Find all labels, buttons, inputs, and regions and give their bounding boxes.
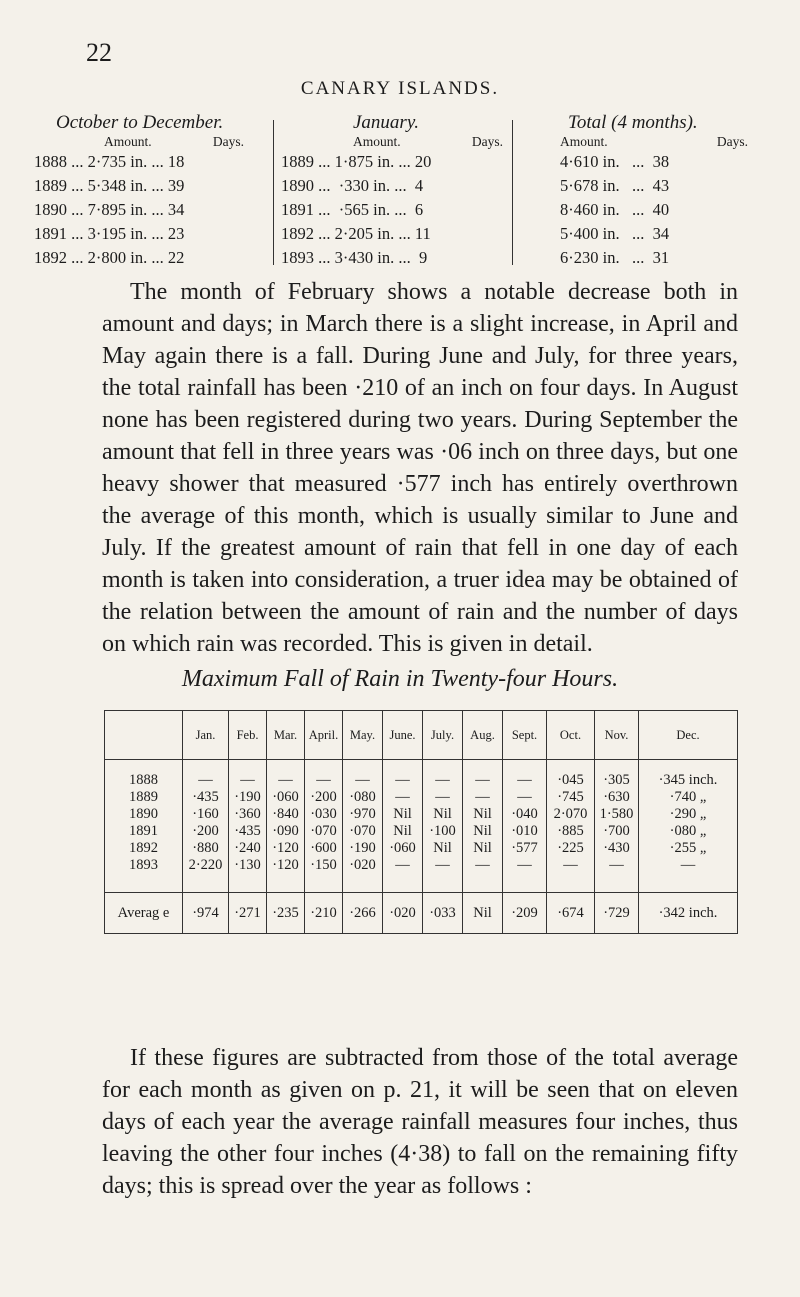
table-cell: ·120 (267, 840, 305, 857)
table-cell: Averag e (105, 893, 183, 934)
row-year: 1891 (105, 823, 183, 840)
table-row (105, 760, 738, 790)
table-cell: ·045 (547, 760, 595, 790)
table-cell: Nil (463, 823, 503, 840)
body-paragraph-2-text: If these figures are subtracted from those of the total average for each month as given on p. 21, it will be seen that on eleven days of each year the average rainfall measures four inches, thus leaving the other four inches (4·38) to fall on the remaining fifty days; this is spread over the year as follows : (102, 1045, 738, 1199)
table-cell: ·150 (305, 857, 343, 893)
table-cell: ·020 (383, 893, 423, 934)
column-header: July. (423, 711, 463, 760)
oct-dec-row: 1889 ... 5·348 in. ... 39 (34, 176, 185, 195)
january-row: 1893 ... 3·430 in. ... 9 (281, 248, 428, 267)
table-cell: ·745 (547, 789, 595, 806)
january-block (281, 112, 511, 270)
column-header: Dec. (639, 711, 738, 760)
table-cell: ·435 (229, 823, 267, 840)
table-cell: — (229, 760, 267, 790)
january-amount-label: Amount. (353, 134, 401, 149)
table-cell: — (383, 760, 423, 790)
body-paragraph-2 (102, 1042, 738, 1202)
oct-dec-row: 1890 ... 7·895 in. ... 34 (34, 200, 185, 219)
table-cell: ·255 „ (639, 840, 738, 857)
table-cell: ·435 (183, 789, 229, 806)
table-cell: ·060 (383, 840, 423, 857)
table-cell: ·430 (595, 840, 639, 857)
table-cell: ·080 „ (639, 823, 738, 840)
table-cell: Nil (423, 840, 463, 857)
total-row: 6·230 in. ... 31 (560, 248, 670, 267)
table-cell: ·190 (229, 789, 267, 806)
table-cell: — (639, 857, 738, 893)
table-cell: ·305 (595, 760, 639, 790)
table-cell: ·271 (229, 893, 267, 934)
table-cell: — (383, 789, 423, 806)
table-cell: ·700 (595, 823, 639, 840)
table-cell: ·729 (595, 893, 639, 934)
oct-dec-block (34, 112, 264, 270)
table-heading: Maximum Fall of Rain in Twenty-four Hours. (181, 666, 619, 692)
body-paragraph-1-text: The month of February shows a notable decrease both in amount and days; in March there is a slight increase, in April and May again there is a fall. During June and July, for three years, the total rainfall has been ·210 of an inch on four days. In August none has been registered during two years. During September the amount that fell in three years was ·06 inch on three days, but one heavy shower that measured ·577 inch has entirely overthrown the average of this month, which is usually similar to June and July. If the greatest amount of rain that fell in one day of each month is taken into consideration, a truer idea may be obtained of the relation between the amount of rain and the number of days on which rain was recorded. This is given in detail. (102, 279, 738, 657)
table-cell: ·840 (267, 806, 305, 823)
table-cell: ·033 (423, 893, 463, 934)
table-cell: ·880 (183, 840, 229, 857)
table-cell: ·345 inch. (639, 760, 738, 790)
january-row: 1891 ... ·565 in. ... 6 (281, 200, 424, 219)
table-cell: — (305, 760, 343, 790)
divider-1 (273, 120, 274, 265)
average-row (105, 893, 738, 934)
column-header: Nov. (595, 711, 639, 760)
oct-dec-title: October to December. (56, 112, 224, 133)
table-cell: — (463, 857, 503, 893)
table-row (105, 789, 738, 806)
table-cell: ·020 (343, 857, 383, 893)
oct-dec-row: 1892 ... 2·800 in. ... 22 (34, 248, 185, 267)
table-cell: — (503, 789, 547, 806)
january-days-label: Days. (471, 134, 503, 149)
table-cell: ·040 (503, 806, 547, 823)
column-header: Oct. (547, 711, 595, 760)
table-row (105, 823, 738, 840)
table-cell: — (383, 857, 423, 893)
table-cell: ·080 (343, 789, 383, 806)
table-cell: — (547, 857, 595, 893)
table-cell: — (423, 857, 463, 893)
column-header: Jan. (183, 711, 229, 760)
oct-dec-row: 1891 ... 3·195 in. ... 23 (34, 224, 185, 243)
table-cell: ·070 (305, 823, 343, 840)
oct-dec-amount-label: Amount. (104, 134, 152, 149)
column-header (105, 711, 183, 760)
table-cell: ·235 (267, 893, 305, 934)
table-cell: ·630 (595, 789, 639, 806)
table-cell: ·160 (183, 806, 229, 823)
table-cell: ·885 (547, 823, 595, 840)
table-cell: ·120 (267, 857, 305, 893)
row-year: 1893 (105, 857, 183, 893)
table-cell: — (423, 789, 463, 806)
row-year: 1890 (105, 806, 183, 823)
table-cell: ·200 (183, 823, 229, 840)
column-header: Feb. (229, 711, 267, 760)
table-cell: — (463, 760, 503, 790)
table-cell: ·360 (229, 806, 267, 823)
table-cell: — (343, 760, 383, 790)
table-cell: ·070 (343, 823, 383, 840)
table-cell: ·577 (503, 840, 547, 857)
table-cell: ·240 (229, 840, 267, 857)
table-cell: ·225 (547, 840, 595, 857)
rainfall-table (104, 710, 738, 934)
total-title: Total (4 months). (568, 112, 698, 133)
total-row: 5·678 in. ... 43 (560, 176, 670, 195)
table-cell: 2·220 (183, 857, 229, 893)
total-row: 5·400 in. ... 34 (560, 224, 670, 243)
table-cell: ·209 (503, 893, 547, 934)
column-header: Sept. (503, 711, 547, 760)
table-cell: ·200 (305, 789, 343, 806)
total-block (560, 112, 760, 270)
oct-dec-row: 1888 ... 2·735 in. ... 18 (34, 152, 185, 171)
divider-2 (512, 120, 513, 265)
table-row (105, 857, 738, 893)
row-year: 1889 (105, 789, 183, 806)
table-header-row (105, 711, 738, 760)
table-cell: — (595, 857, 639, 893)
table-cell: 1·580 (595, 806, 639, 823)
page-number: 22 (86, 38, 112, 67)
total-row: 8·460 in. ... 40 (560, 200, 670, 219)
row-year: 1892 (105, 840, 183, 857)
column-header: Mar. (267, 711, 305, 760)
table-cell: — (503, 760, 547, 790)
table-cell: ·060 (267, 789, 305, 806)
january-title: January. (353, 112, 419, 133)
table-cell: Nil (463, 806, 503, 823)
total-amount-label: Amount. (560, 134, 608, 149)
table-cell: Nil (383, 823, 423, 840)
table-cell: ·974 (183, 893, 229, 934)
table-cell: ·970 (343, 806, 383, 823)
table-cell: ·100 (423, 823, 463, 840)
table-cell: ·190 (343, 840, 383, 857)
table-cell: Nil (463, 840, 503, 857)
table-cell: Nil (463, 893, 503, 934)
table-cell: ·740 „ (639, 789, 738, 806)
total-row: 4·610 in. ... 38 (560, 152, 670, 171)
oct-dec-days-label: Days. (212, 134, 244, 149)
table-cell: ·266 (343, 893, 383, 934)
january-row: 1889 ... 1·875 in. ... 20 (281, 152, 432, 171)
body-paragraph-1 (102, 276, 738, 660)
table-cell: ·090 (267, 823, 305, 840)
row-year: 1888 (105, 760, 183, 790)
column-header: April. (305, 711, 343, 760)
table-cell: — (267, 760, 305, 790)
table-cell: — (423, 760, 463, 790)
table-row (105, 806, 738, 823)
table-row (105, 840, 738, 857)
january-row: 1892 ... 2·205 in. ... 11 (281, 224, 431, 243)
running-head: CANARY ISLANDS. (300, 78, 500, 99)
table-cell: Nil (383, 806, 423, 823)
table-cell: Nil (423, 806, 463, 823)
table-cell: ·010 (503, 823, 547, 840)
table-cell: ·674 (547, 893, 595, 934)
total-days-label: Days. (716, 134, 748, 149)
column-header: Aug. (463, 711, 503, 760)
january-row: 1890 ... ·330 in. ... 4 (281, 176, 424, 195)
table-cell: ·342 inch. (639, 893, 738, 934)
table-cell: — (183, 760, 229, 790)
table-cell: ·030 (305, 806, 343, 823)
table-cell: ·600 (305, 840, 343, 857)
table-cell: ·290 „ (639, 806, 738, 823)
table-cell: ·130 (229, 857, 267, 893)
table-cell: ·210 (305, 893, 343, 934)
table-cell: 2·070 (547, 806, 595, 823)
table-cell: — (503, 857, 547, 893)
table-cell: — (463, 789, 503, 806)
column-header: June. (383, 711, 423, 760)
column-header: May. (343, 711, 383, 760)
